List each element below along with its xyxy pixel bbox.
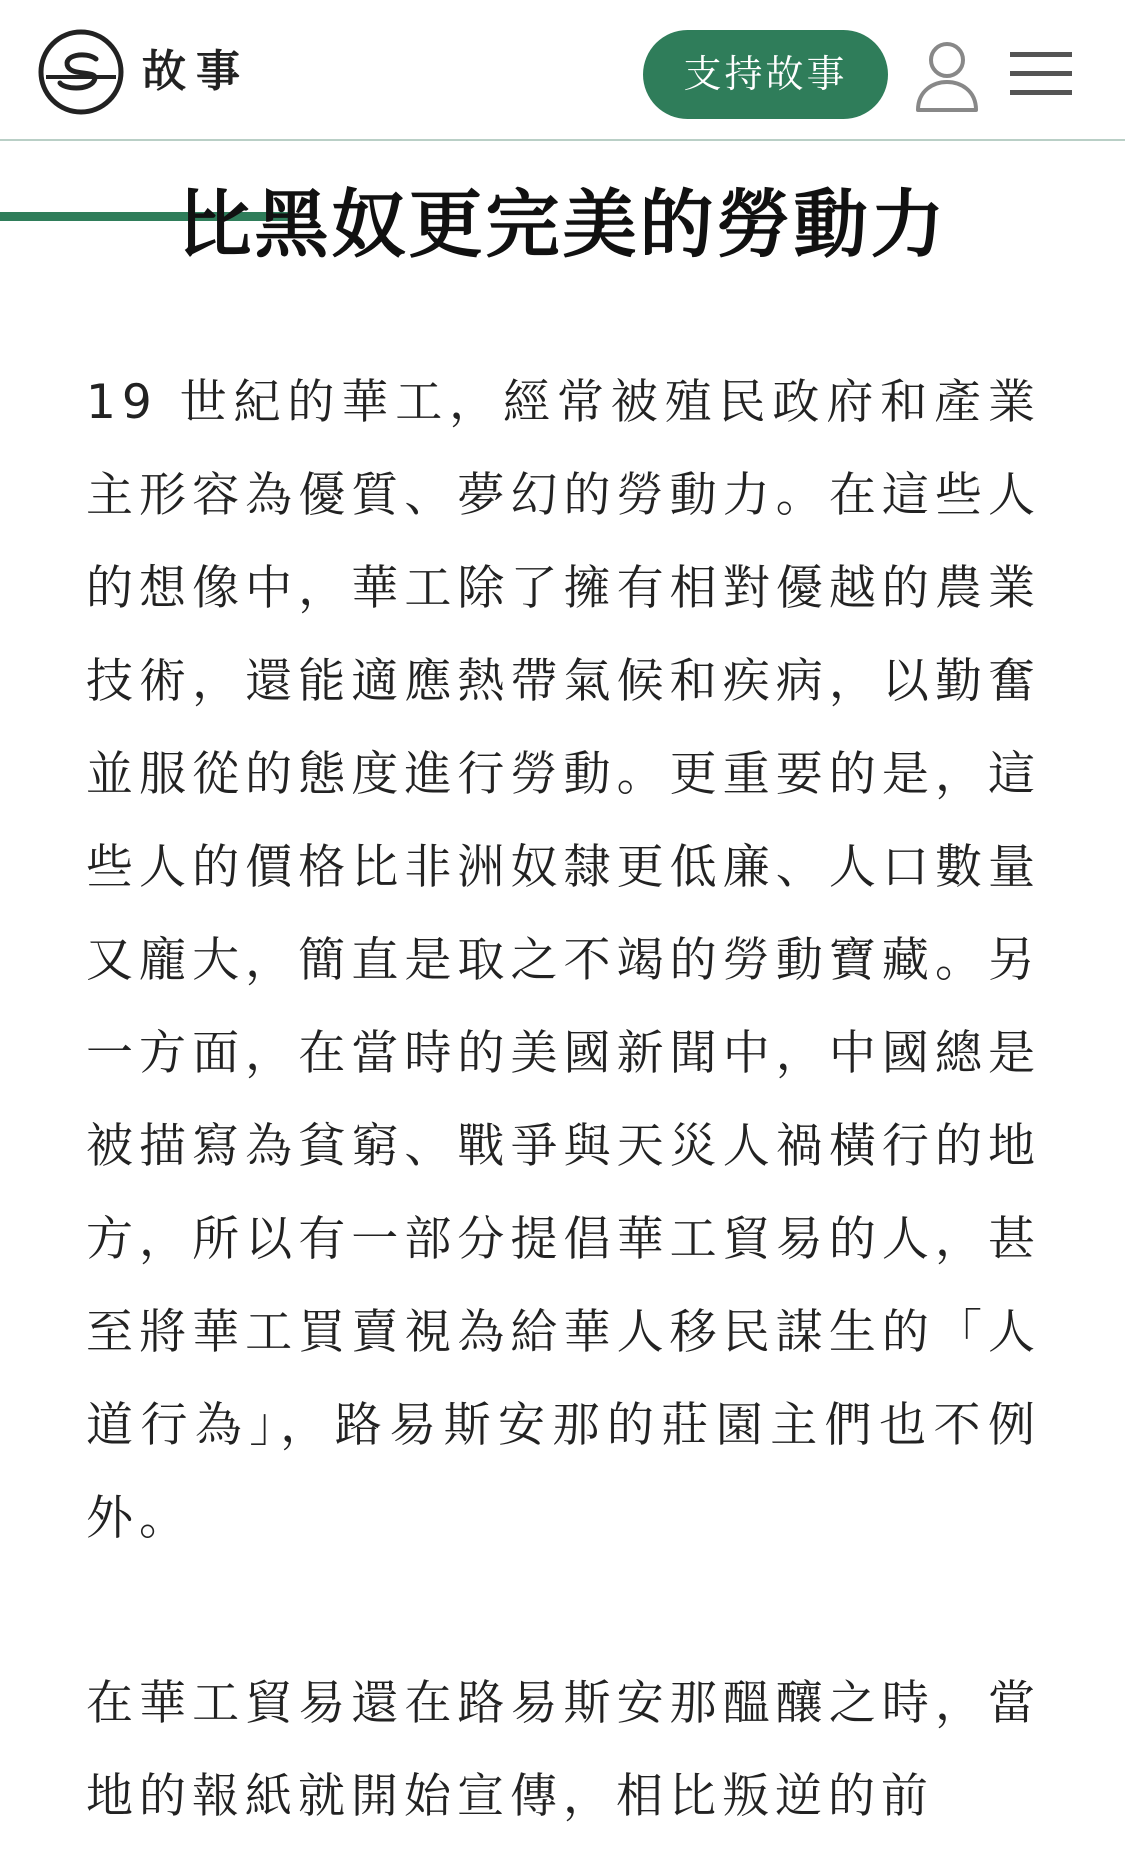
site-header <box>0 0 1125 141</box>
story-logo-icon[interactable] <box>38 29 124 115</box>
article-body <box>86 356 1041 1843</box>
article-title: 比黑奴更完美的勞動力 <box>177 182 948 268</box>
support-story-button[interactable]: 支持故事 <box>643 30 888 119</box>
article-paragraph: 在華工貿易還在路易斯安那醞釀之時，當地的報紙就開始宣傳，相比叛逆的前 <box>86 1676 1041 1824</box>
hamburger-menu-icon[interactable] <box>1010 52 1072 96</box>
user-icon[interactable] <box>914 40 980 112</box>
article-paragraph: 19 世紀的華工，經常被殖民政府和產業主形容為優質、夢幻的勞動力。在這些人的想像中，華工除了擁有相對優越的農業技術，還能適應熱帶氣候和疾病，以勤奮並服從的態度進行勞動。更重要的是，這些人的價格比非洲奴隸更低廉、人口數量又龐大，簡直是取之不竭的勞動寶藏。另一方面，在當時的美國新聞中，中國總是被描寫為貧窮、戰爭與天災人禍橫行的地方，所以有一部分提倡華工貿易的人，甚至將華工買賣視為給華人移民謀生的「人道行為」，路易斯安那的莊園主們也不例外。 <box>86 375 1041 1546</box>
site-logo-text[interactable]: 故事 <box>142 46 250 97</box>
